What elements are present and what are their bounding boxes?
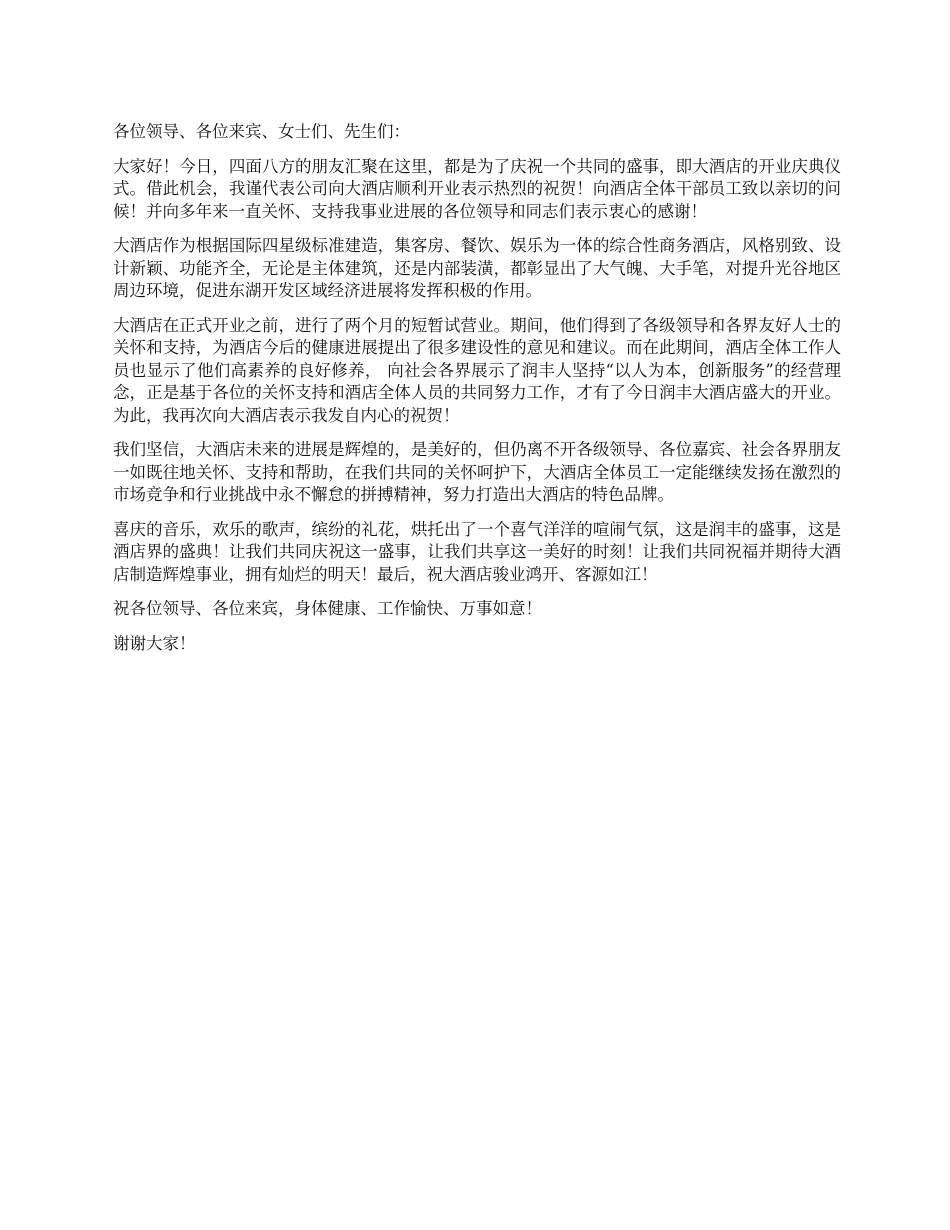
- paragraph-hotel-description: 大酒店作为根据国际四星级标准建造，集客房、餐饮、娱乐为一体的综合性商务酒店，风格别致、设计新颖、功能齐全，无论是主体建筑，还是内部装潢，都彰显出了大气魄、大手笔，对提升光谷地区周边环境，促进东湖开发区域经济进展将发挥积极的作用。: [113, 236, 841, 300]
- paragraph-celebration: 喜庆的音乐，欢乐的歌声，缤纷的礼花，烘托出了一个喜气洋洋的喧闹气氛，这是润丰的盛事，这是酒店界的盛典！让我们共同庆祝这一盛事，让我们共享这一美好的时刻！让我们共同祝福并期待大酒店制造辉煌事业，拥有灿烂的明天！最后，祝大酒店骏业鸿开、客源如江！: [113, 519, 841, 584]
- document-body: [113, 121, 841, 667]
- paragraph-thanks: 谢谢大家！: [113, 633, 196, 653]
- salutation: 各位领导、各位来宾、女士们、先生们：: [113, 122, 410, 141]
- paragraph-opening: 大家好！今日，四面八方的朋友汇聚在这里，都是为了庆祝一个共同的盛事，即大酒店的开业庆典仪式。借此机会，我谨代表公司向大酒店顺利开业表示热烈的祝贺！向酒店全体干部员工致以亲切的问候！并向多年来一直关怀、支持我事业进展的各位领导和同志们表示衷心的感谢！: [113, 156, 841, 221]
- paragraph-future: 我们坚信，大酒店未来的进展是辉煌的，是美好的，但仍离不开各级领导、各位嘉宾、社会各界朋友一如既往地关怀、支持和帮助，在我们共同的关怀呵护下，大酒店全体员工一定能继续发扬在激烈的市场竞争和行业挑战中永不懈怠的拼搏精神，努力打造出大酒店的特色品牌。: [113, 440, 841, 504]
- paragraph-trial-operation: 大酒店在正式开业之前，进行了两个月的短暂试营业。期间，他们得到了各级领导和各界友好人士的关怀和支持，为酒店今后的健康进展提出了很多建设性的意见和建议。而在此期间，酒店全体工作人员也显示了他们高素养的良好修养， 向社会各界展示了润丰人坚持“以人为本，创新服务”的经营理念，正是基于各位的关怀支持和酒店全体人员的共同努力工作，才有了今日润丰大酒店盛大的开业。为此，我再次向大酒店表示我发自内心的祝贺！: [113, 315, 841, 425]
- paragraph-wishes: 祝各位领导、各位来宾，身体健康、工作愉快、万事如意！: [113, 599, 542, 618]
